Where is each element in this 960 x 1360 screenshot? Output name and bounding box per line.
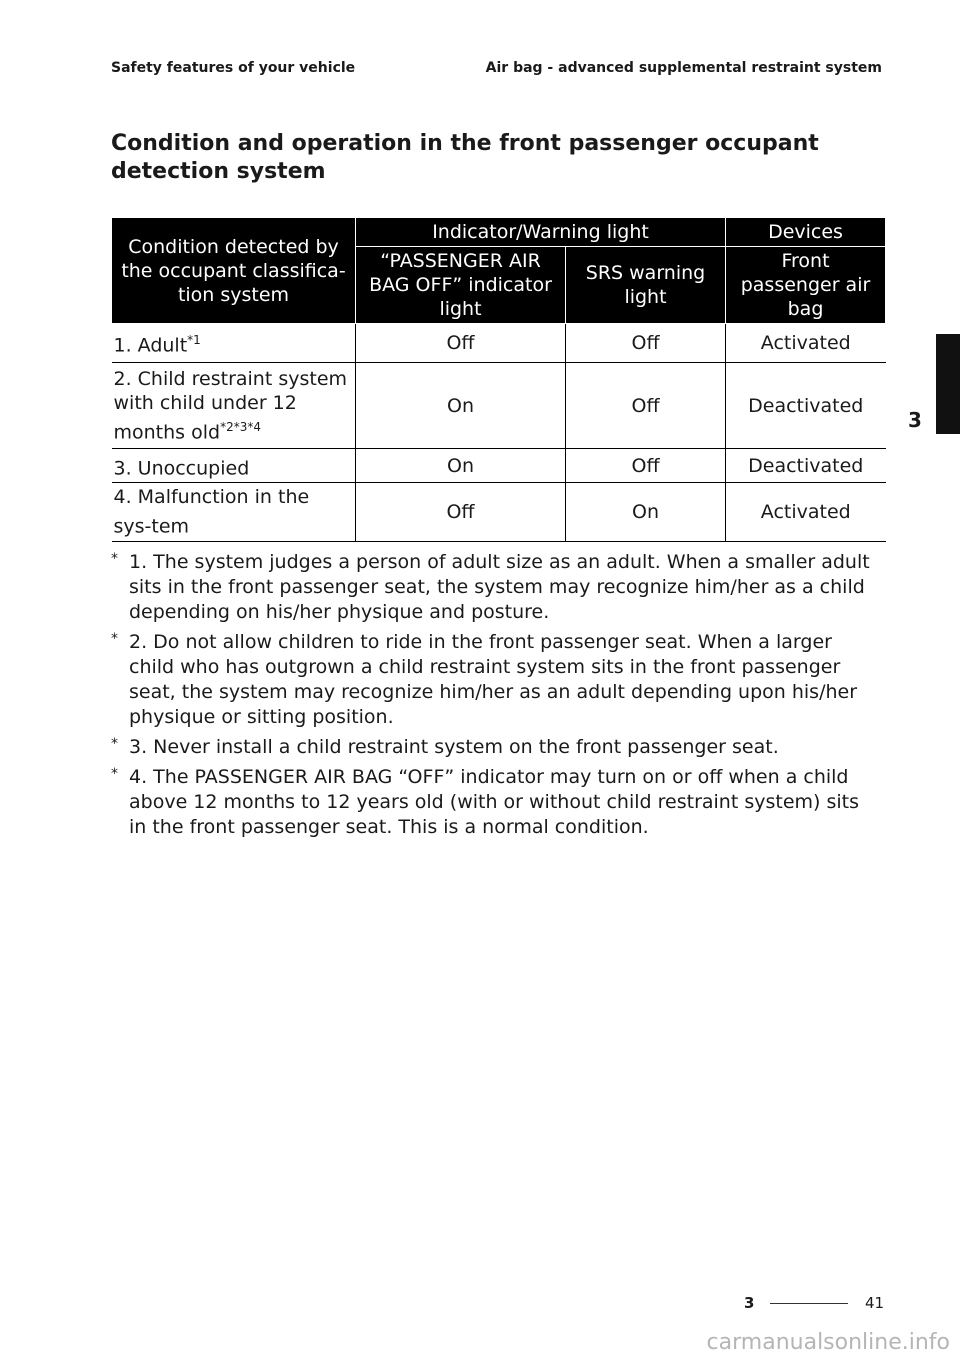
- section-title: Condition and operation in the front passenger occupant detection system: [111, 131, 819, 184]
- header-condition: Condition detected by the occupant classifica-tion system: [112, 218, 356, 324]
- srs-cell: Off: [566, 449, 726, 483]
- footnote-mark: *: [111, 631, 118, 647]
- condition-cell: 2. Child restraint system with child under 12 months old$^{*2*3*4}$: [112, 363, 356, 449]
- footnote-mark: *: [111, 736, 118, 752]
- header-passenger-airbag-off-indicator: “PASSENGER AIR BAG OFF” indicator light: [356, 247, 566, 324]
- table-row: [112, 483, 886, 541]
- airbag-cell: Activated: [726, 324, 886, 363]
- footer-divider: [770, 1303, 848, 1304]
- airbag-cell: Activated: [726, 483, 886, 541]
- header-srs-warning-light: SRS warning light: [566, 247, 726, 324]
- condition-cell: 4. Malfunction in the sys-tem: [112, 483, 356, 541]
- srs-cell: Off: [566, 324, 726, 363]
- srs-cell: Off: [566, 363, 726, 449]
- header-devices: Devices: [726, 218, 886, 247]
- condition-cell: 1. Adult$^{*1}$: [112, 324, 356, 363]
- indicator-cell: Off: [356, 324, 566, 363]
- footnote: * 2. Do not allow children to ride in the front passenger seat. When a larger child who has outgrown a child restraint system sits in the front passenger seat, the system may recognize him/her as an adult depending upon his/her physique or sitting position.: [111, 630, 881, 730]
- footnotes: [111, 550, 881, 845]
- chapter-side-number: 3: [908, 408, 922, 432]
- chapter-side-tab: [936, 334, 960, 434]
- footnote-ref: *2*3*4: [220, 419, 261, 434]
- footer-chapter-number: 3: [744, 1294, 755, 1312]
- table-row: [112, 363, 886, 449]
- footnote-mark: *: [111, 551, 118, 567]
- footnote: * 3. Never install a child restraint system on the front passenger seat.: [111, 735, 881, 760]
- srs-cell: On: [566, 483, 726, 541]
- indicator-cell: On: [356, 363, 566, 449]
- table-row: [112, 449, 886, 483]
- footnote-ref: *1: [187, 333, 201, 348]
- footnote: * 1. The system judges a person of adult size as an adult. When a smaller adult sits in the front passenger seat, the system may recognize him/her as a child depending on his/her physique and posture.: [111, 550, 881, 625]
- running-header-right: Air bag - advanced supplemental restraint system: [485, 60, 882, 76]
- page-number: 41: [865, 1294, 885, 1312]
- indicator-cell: On: [356, 449, 566, 483]
- indicator-cell: Off: [356, 483, 566, 541]
- airbag-cell: Deactivated: [726, 363, 886, 449]
- occupant-detection-table: [111, 217, 886, 542]
- footnote-mark: *: [111, 766, 118, 782]
- condition-cell: 3. Unoccupied: [112, 449, 356, 483]
- header-indicator-group: Indicator/Warning light: [356, 218, 726, 247]
- footnote: * 4. The PASSENGER AIR BAG “OFF” indicator may turn on or off when a child above 12 months to 12 years old (with or without child restraint system) sits in the front passenger seat. This is a normal condition.: [111, 765, 881, 840]
- header-front-passenger-airbag: Front passenger air bag: [726, 247, 886, 324]
- watermark: carmanualsonline.info: [706, 1330, 950, 1355]
- table-row: [112, 324, 886, 363]
- running-header-left: Safety features of your vehicle: [111, 60, 356, 76]
- airbag-cell: Deactivated: [726, 449, 886, 483]
